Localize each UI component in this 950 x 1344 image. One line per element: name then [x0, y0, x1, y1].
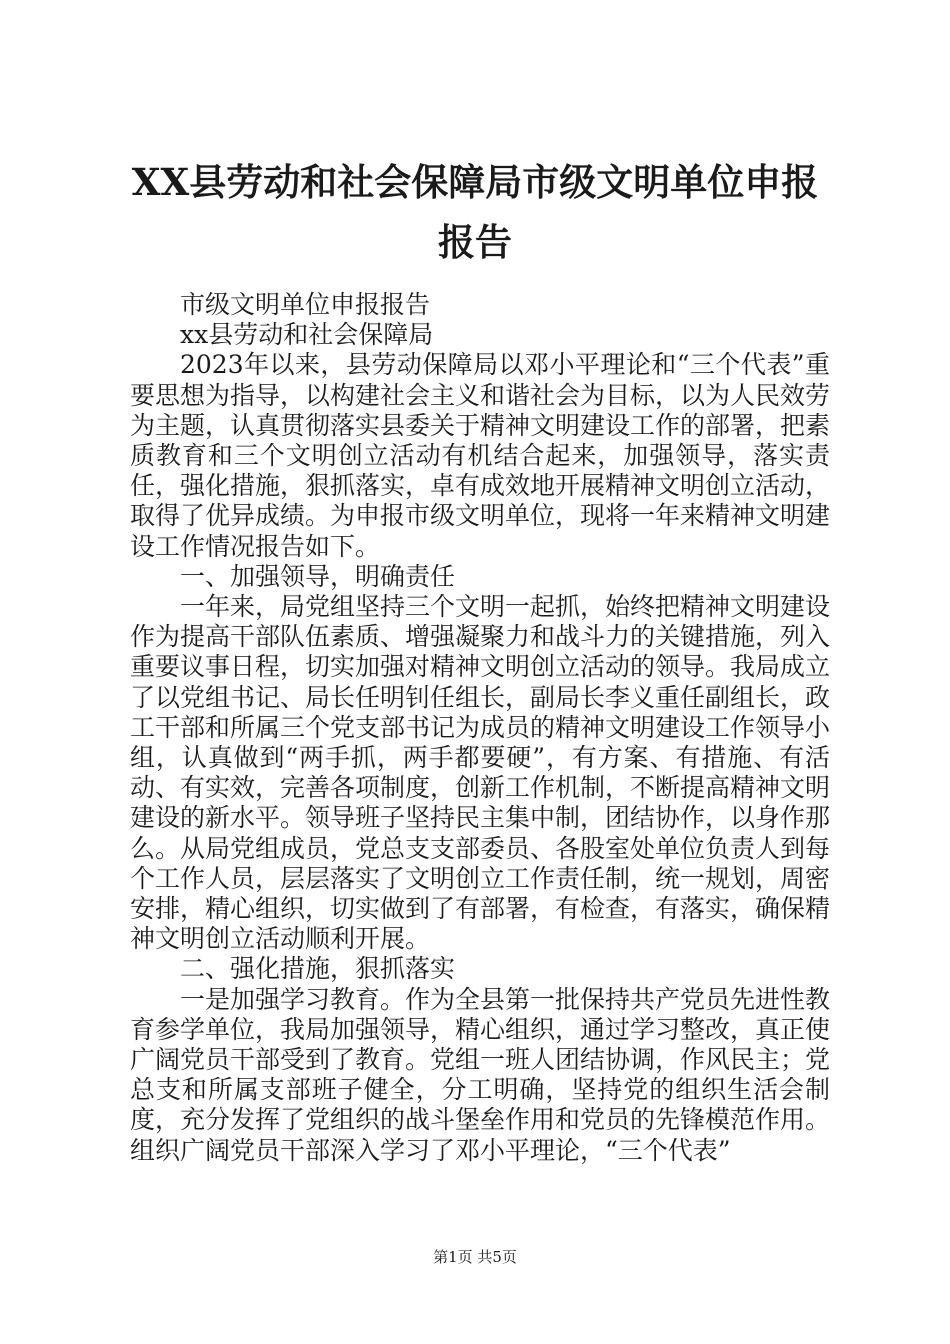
paragraph-organization: xx县劳动和社会保障局 — [180, 320, 434, 350]
paragraph-intro: 2023年以来，县劳动保障局以邓小平理论和“三个代表”重要思想为指导，以构建社会主义和谐社会为目标，以为人民效劳为主题，认真贯彻落实县委关于精神文明建设工作的部署，把素质教育和三个文明创立活动有机结合起来，加强领导，落实责任，强化措施，狠抓落实，卓有成效地开展精神文明创立活动，取得了优异成绩。为申报市级文明单位，现将一年来精神文明建设工作情况报告如下。 — [130, 350, 831, 561]
document-body — [130, 290, 830, 1166]
paragraph-section-2: 一是加强学习教育。作为全县第一批保持共产党员先进性教育参学单位，我局加强领导，精心组织，通过学习整改，真正使广阔党员干部受到了教育。党组一班人团结协调，作风民主；党总支和所属支部班子健全，分工明确，坚持党的组织生活会制度，充分发挥了党组织的战斗堡垒作用和党员的先锋模范作用。组织广阔党员干部深入学习了邓小平理论，“三个代表” — [130, 984, 831, 1165]
page-footer: 第1页 共5页 — [433, 1248, 517, 1266]
section-heading-2: 二、强化措施，狠抓落实 — [180, 954, 456, 984]
document-title: XX县劳动和社会保障局市级文明单位申报报告 — [131, 160, 819, 264]
paragraph-subtitle: 市级文明单位申报报告 — [180, 290, 431, 319]
paragraph-section-1: 一年来，局党组坚持三个文明一起抓，始终把精神文明建设作为提高干部队伍素质、增强凝聚力和战斗力的关键措施，列入重要议事日程，切实加强对精神文明创立活动的领导。我局成立了以党组书记、局长任明钊任组长，副局长李义重任副组长，政工干部和所属三个党支部书记为成员的精神文明建设工作领导小组，认真做到“两手抓，两手都要硬”，有方案、有措施、有活动、有实效，完善各项制度，创新工作机制，不断提高精神文明建设的新水平。领导班子坚持民主集中制，团结协作，以身作那么。从局党组成员，党总支支部委员、各股室处单位负责人到每个工作人员，层层落实了文明创立工作责任制，统一规划，周密安排，精心组织，切实做到了有部署，有检查，有落实，确保精神文明创立活动顺利开展。 — [130, 592, 831, 954]
section-heading-1: 一、加强领导，明确责任 — [180, 561, 456, 591]
